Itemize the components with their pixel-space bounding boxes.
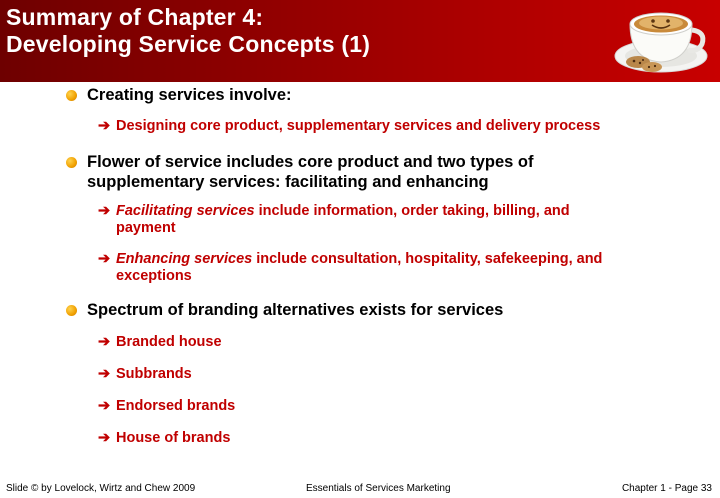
- bullet-creating-services: [87, 85, 687, 105]
- footer-copyright: Slide © by Lovelock, Wirtz and Chew 2009: [6, 483, 196, 494]
- sub-bullet-text-line-2: exceptions: [116, 268, 192, 284]
- sub-bullet-facilitating: [98, 203, 688, 237]
- sub-bullet-designing: [98, 118, 688, 135]
- arrow-right-icon: ➔: [98, 203, 111, 219]
- sub-bullet-emphasis: Facilitating services: [116, 203, 255, 219]
- sub-bullet-text: Branded house: [116, 334, 222, 350]
- sub-bullet-text-line-2: payment: [116, 220, 176, 236]
- sub-bullet-house-of-brands: [98, 430, 688, 447]
- slide-title: [6, 4, 370, 58]
- sub-bullet-text-line-1: include information, order taking, billing, and: [254, 203, 570, 219]
- bullet-text-line-2: supplementary services: facilitating and enhancing: [87, 173, 489, 191]
- bullet-text-line-1: Flower of service includes core product and two types of: [87, 153, 534, 171]
- sub-bullet-endorsed-brands: [98, 398, 688, 415]
- sub-bullet-enhancing: [98, 251, 688, 285]
- sub-bullet-text: House of brands: [116, 430, 231, 446]
- bullet-dot-icon: [66, 305, 77, 316]
- arrow-right-icon: ➔: [98, 118, 111, 134]
- sub-bullet-emphasis: Enhancing services: [116, 251, 253, 267]
- footer-book-title: Essentials of Services Marketing: [306, 483, 451, 494]
- bullet-text: Creating services involve:: [87, 86, 292, 104]
- bullet-text: Spectrum of branding alternatives exists for services: [87, 301, 504, 319]
- arrow-right-icon: ➔: [98, 251, 111, 267]
- bullet-flower-of-service: [87, 152, 687, 192]
- bullet-dot-icon: [66, 157, 77, 168]
- bullet-dot-icon: [66, 90, 77, 101]
- arrow-right-icon: ➔: [98, 366, 111, 382]
- sub-bullet-text-line-1: include consultation, hospitality, safekeeping, and: [252, 251, 603, 267]
- title-banner: [0, 0, 720, 82]
- arrow-right-icon: ➔: [98, 430, 111, 446]
- slide-title-line-1: Summary of Chapter 4:: [6, 4, 264, 30]
- sub-bullet-text: Designing core product, supplementary services and delivery process: [116, 118, 601, 134]
- footer-page-number: Chapter 1 - Page 33: [621, 483, 712, 494]
- slide-title-line-2: Developing Service Concepts (1): [6, 31, 371, 57]
- arrow-right-icon: ➔: [98, 398, 111, 414]
- sub-bullet-text: Endorsed brands: [116, 398, 236, 414]
- sub-bullet-subbrands: [98, 366, 688, 383]
- arrow-right-icon: ➔: [98, 334, 111, 350]
- sub-bullet-text: Subbrands: [116, 366, 192, 382]
- bullet-branding-spectrum: [87, 300, 687, 320]
- coffee-cup-icon: [608, 2, 714, 76]
- sub-bullet-branded-house: [98, 334, 688, 351]
